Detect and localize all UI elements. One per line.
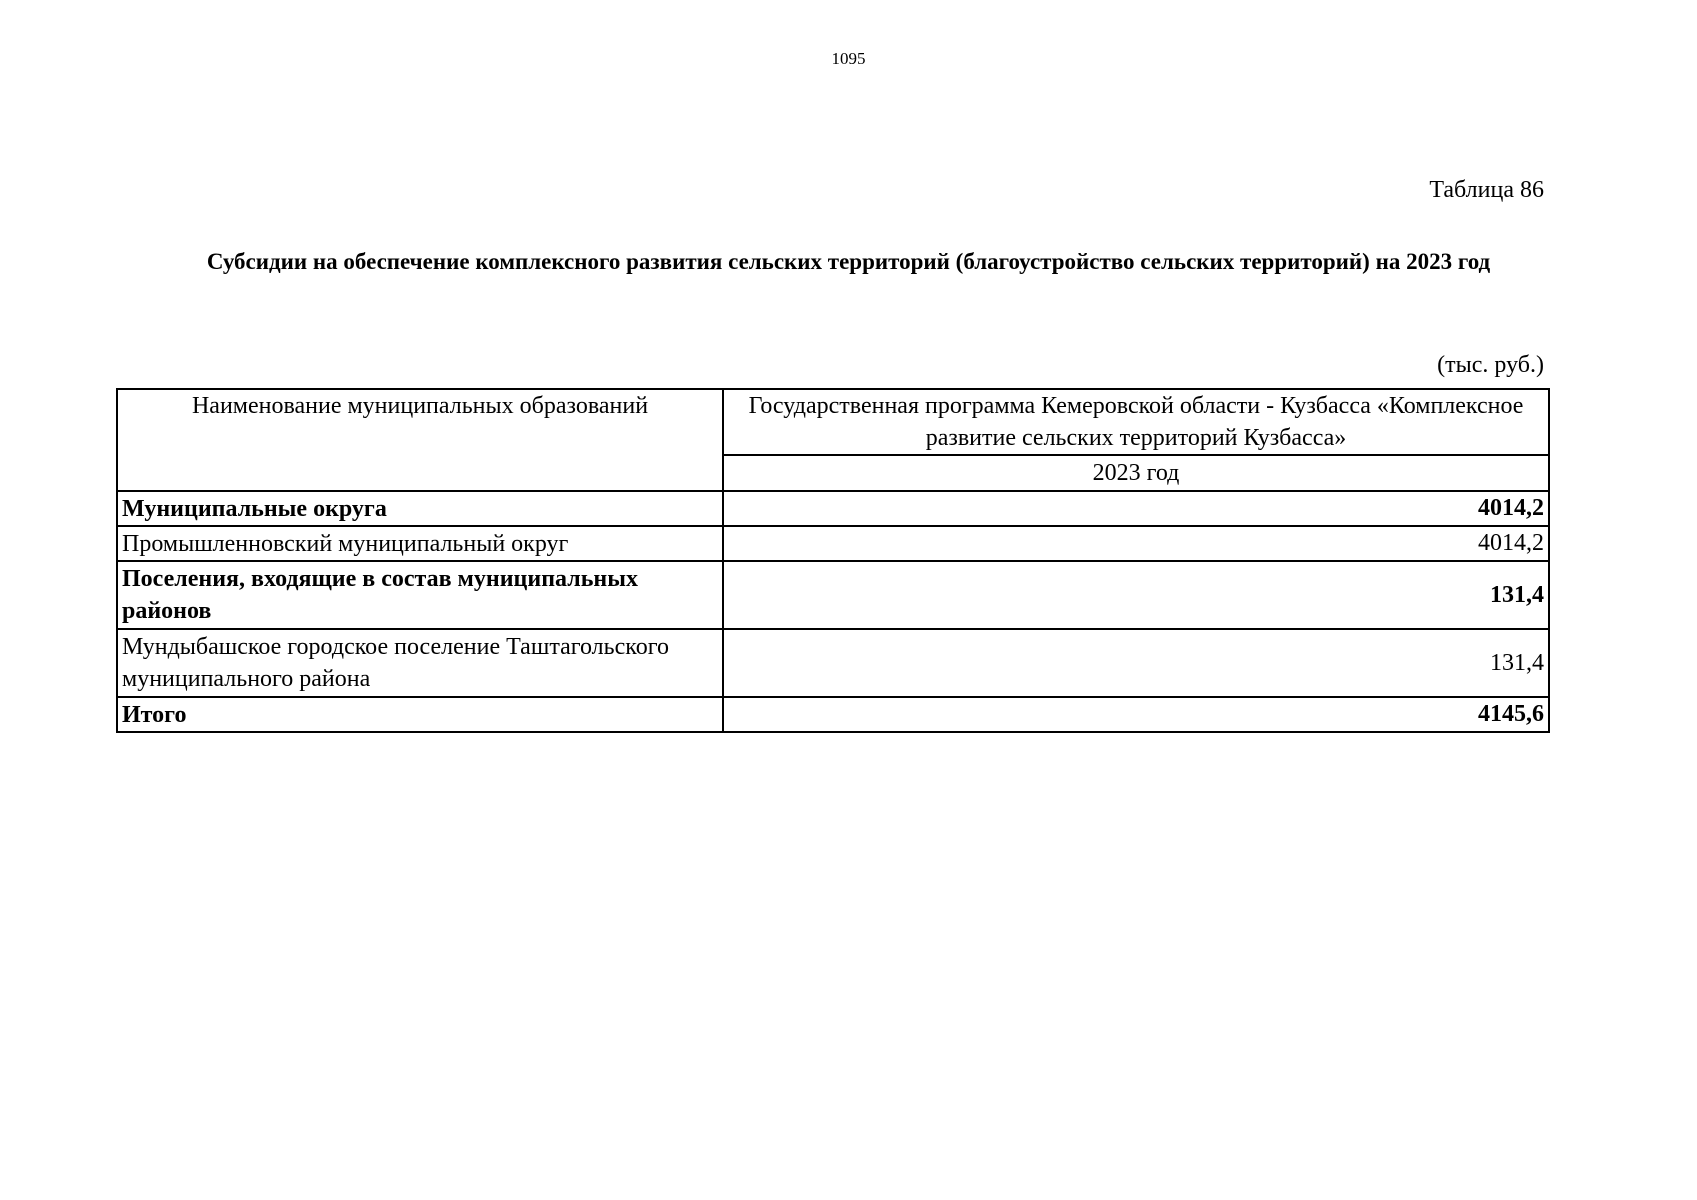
row-name: Итого — [117, 697, 723, 732]
header-year: 2023 год — [723, 455, 1549, 491]
row-name: Мундыбашское городское поселение Таштагольского муниципального района — [117, 629, 723, 697]
header-municipality-name: Наименование муниципальных образований — [117, 389, 723, 491]
row-value: 131,4 — [723, 561, 1549, 629]
row-value: 4014,2 — [723, 491, 1549, 526]
table-row-total — [117, 697, 1549, 732]
page-number: 1095 — [831, 49, 866, 68]
table-row — [117, 629, 1549, 697]
table-row — [117, 561, 1549, 629]
units-label: (тыс. руб.) — [1437, 352, 1544, 378]
document-title: Субсидии на обеспечение комплексного развития сельских территорий (благоустройство сельских территорий) на 2023 год — [206, 249, 1491, 274]
row-value: 4014,2 — [723, 526, 1549, 561]
table-row — [117, 491, 1549, 526]
row-name: Промышленновский муниципальный округ — [117, 526, 723, 561]
row-name: Муниципальные округа — [117, 491, 723, 526]
subsidies-table — [116, 388, 1550, 733]
row-name: Поселения, входящие в состав муниципальных районов — [117, 561, 723, 629]
table-label: Таблица 86 — [1429, 177, 1544, 203]
header-program: Государственная программа Кемеровской области - Кузбасса «Комплексное развитие сельских территорий Кузбасса» — [723, 389, 1549, 455]
row-value: 131,4 — [723, 629, 1549, 697]
row-value: 4145,6 — [723, 697, 1549, 732]
table-header-row — [117, 389, 1549, 455]
table-row — [117, 526, 1549, 561]
